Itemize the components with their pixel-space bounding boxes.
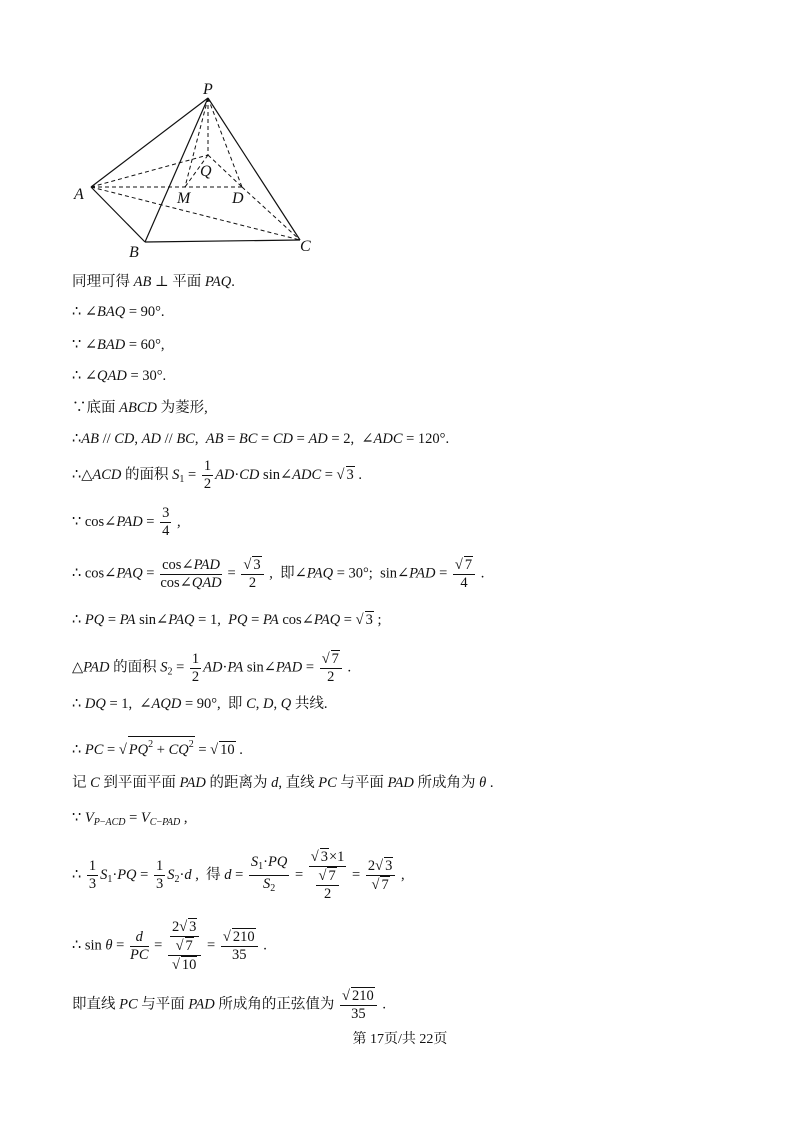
label-Q: Q: [200, 163, 212, 180]
line-16: ∴ $\frac{1}{3}$ $S_1\cdot PQ$ = $\frac{1}{3}$ $S_2\cdot d$ , 得 d = $\frac{S_1\cdot PQ}{S_2}$ = $\frac{√ 3\times 1}{\frac{√ 7}{2}}$ = $\frac{2√ 3}{√ 7}$ ,: [72, 849, 405, 902]
line-15: ∵ $V_{P-ACD} = V_{C-PAD}$ ,: [72, 810, 188, 828]
line-7: ∴△ACD 的面积 $S_1$ = $\frac{1}{2}$ AD·CD sin∠ADC = √ 3 .: [72, 458, 363, 492]
edge-AQ: [91, 155, 208, 187]
line-11: △PAD 的面积 $S_2$ = $\frac{1}{2}$ AD·PA sin∠PAD = $\frac{√ 7}{2}$ .: [72, 650, 352, 685]
label-C: C: [300, 238, 311, 255]
line-2: ∴ ∠BAQ = 90°.: [72, 304, 165, 320]
line-6: ∴AB // CD, AD // BC, AB = BC = CD = AD = 2, ∠ADC = 120°.: [72, 431, 450, 447]
edge-PA: [91, 98, 208, 187]
edge-BC: [145, 240, 300, 242]
line-17: ∴ sin θ = $\frac{d}{PC}$ = $\frac{\frac{2√ 3}{√ 7}}{√ 10}$ = $\frac{√ 210}{35}$ .: [72, 919, 267, 973]
line-8: ∵ cos∠PAD = $\frac{3}{4}$ ,: [72, 505, 181, 539]
edge-AB: [91, 187, 145, 242]
line-13: ∴ PC = √ $PQ^2 + CQ^2$ = √ 10 .: [72, 736, 243, 760]
line-18: 即直线 PC 与平面 PAD 所成角的正弦值为 $\frac{√ 210}{35}$ .: [72, 988, 386, 1022]
line-4: ∴ ∠QAD = 30°.: [72, 368, 167, 384]
edge-AC: [91, 187, 300, 240]
edge-QD: [208, 155, 242, 187]
line-14: 记 C 到平面平面 PAD 的距离为 d, 直线 PC 与平面 PAD 所成角为 θ .: [72, 775, 494, 791]
label-B: B: [129, 244, 139, 260]
label-P: P: [203, 81, 213, 98]
line-10: ∴ PQ = PA sin∠PAQ = 1, PQ = PA cos∠PAQ = √ 3 ;: [72, 612, 382, 628]
line-12: ∴ DQ = 1, ∠AQD = 90°, 即 C, D, Q 共线.: [72, 696, 328, 712]
pyramid-figure: [60, 70, 330, 260]
page-footer: 第 17页/共 22页: [352, 1032, 448, 1047]
line-3: ∵ ∠BAD = 60°,: [72, 337, 165, 353]
label-D: D: [232, 190, 244, 207]
edge-PC: [208, 98, 300, 240]
line-1: 同理可得 AB ⊥ 平面 PAQ.: [72, 274, 235, 290]
label-M: M: [177, 190, 191, 207]
line-5: ∵底面 ABCD 为菱形,: [72, 400, 208, 416]
label-A: A: [74, 186, 84, 203]
line-9: ∴ cos∠PAQ = $\frac{\text{cos∠PAD}}{\text{cos∠QAD}}$ = $\frac{√ 3}{2}$ , 即∠PAQ = 30°; sin∠PAD = $\frac{√ 7}{4}$ .: [72, 556, 485, 591]
